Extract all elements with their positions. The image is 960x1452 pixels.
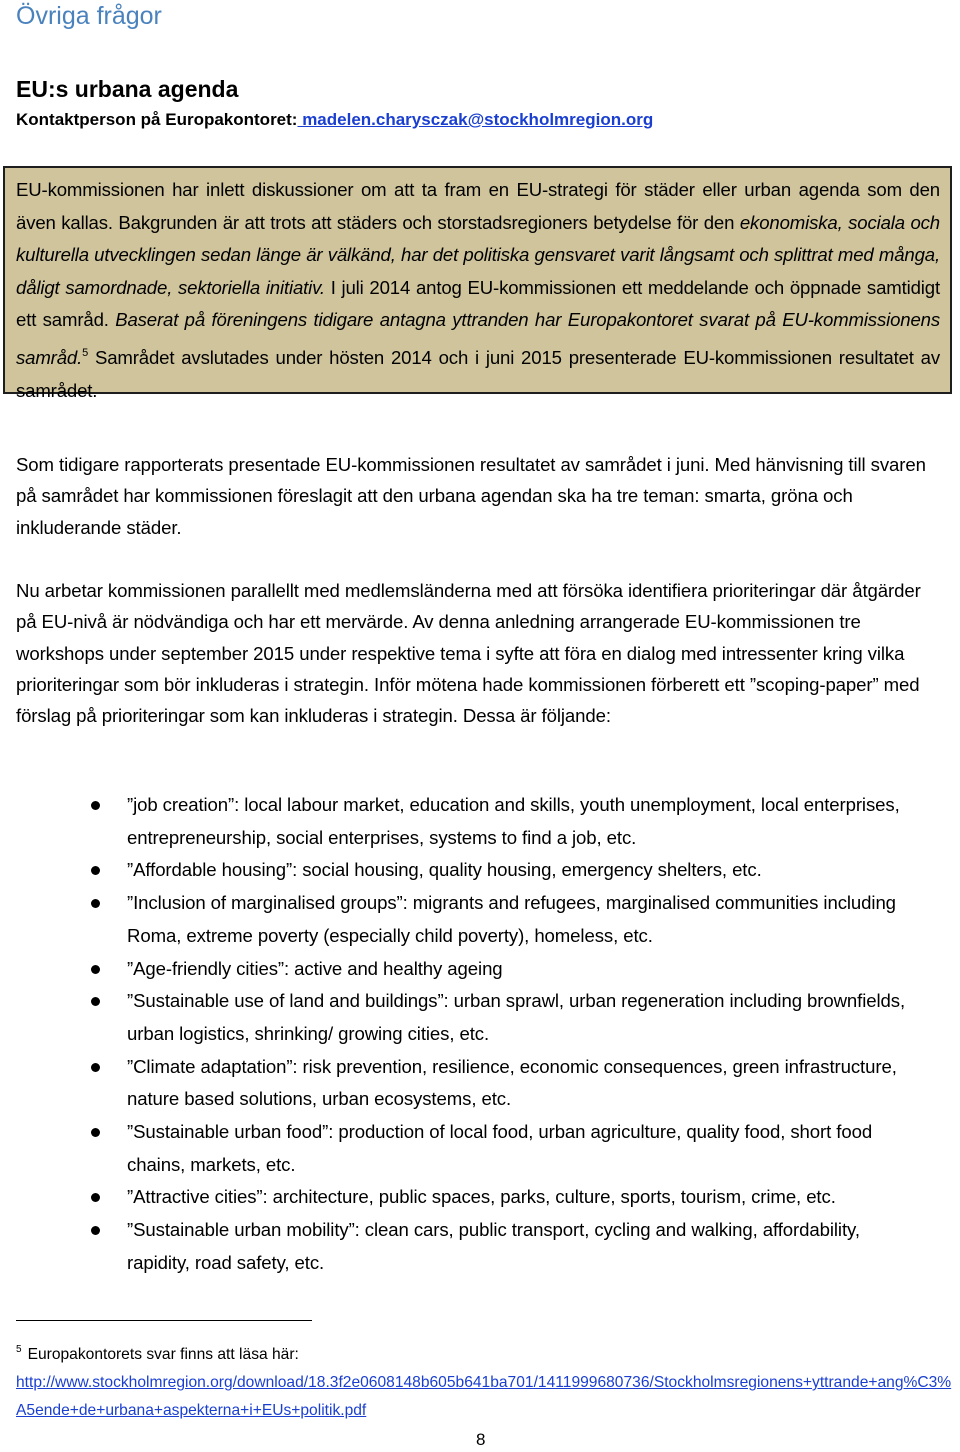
- list-item-text: ”Inclusion of marginalised groups”: migrants and refugees, marginalised communities including Roma, extreme poverty (especially child poverty), homeless, etc.: [127, 892, 896, 946]
- footnote-text: Europakontorets svar finns att läsa här:: [27, 1346, 299, 1363]
- footnote-ref[interactable]: 5: [82, 346, 89, 359]
- list-item: [0, 1214, 927, 1279]
- list-item: [0, 1116, 927, 1181]
- list-item: [0, 1181, 927, 1214]
- list-item-text: ”Attractive cities”: architecture, public spaces, parks, culture, sports, tourism, crime, etc.: [127, 1186, 836, 1208]
- list-item-text: ”job creation”: local labour market, education and skills, youth unemployment, local enterprises, entrepreneurship, social enterprises, systems to find a job, etc.: [127, 794, 900, 848]
- contact-label: Kontaktperson på Europakontoret:: [16, 110, 298, 129]
- list-item-text: ”Sustainable urban mobility”: clean cars, public transport, cycling and walking, affordability, rapidity, road safety, etc.: [127, 1219, 860, 1273]
- paragraph-workshops: Nu arbetar kommissionen parallellt med medlemsländerna med att försöka identifiera prioriteringar där åtgärder på EU-nivå är nödvändiga och har ett mervärde. Av denna anledning arrangerade EU-kommissionen tre workshops under september 2015 under respektive tema i syfte att föra en dialog med intressenter kring vilka prioriteringar som bör inkluderas i strategin. Inför mötena hade kommissionen förberett ett ”scoping-paper” med förslag på prioriteringar som kan inkluderas i strategin. Dessa är följande:: [16, 580, 921, 727]
- list-item: [0, 953, 927, 986]
- article-heading: EU:s urbana agenda: [16, 76, 239, 102]
- contact-email-link[interactable]: madelen.charysczak@stockholmregion.org: [297, 110, 654, 129]
- bullet-icon: [91, 1063, 100, 1072]
- footnote-link[interactable]: http://www.stockholmregion.org/download/18.3f2e0608148b605b641ba701/1411999680736/Stockholmsregionens+yttrande+ang%C3%A5ende+de+urbana+aspekterna+i+EUs+politik.pdf: [16, 1374, 952, 1419]
- list-item: [0, 985, 927, 1050]
- paragraph-results: Som tidigare rapporterats presentade EU-kommissionen resultatet av samrådet i juni. Med hänvisning till svaren på samrådet har kommissionen föreslagit att den urbana agendan ska ha tre teman: smarta, gröna och inkluderande städer.: [16, 454, 926, 538]
- page-number: 8: [476, 1430, 486, 1449]
- summary-part5: Samrådet avslutades under hösten 2014 och i juni 2015 presenterade EU-kommissionen resultatet av samrådet.: [16, 346, 940, 401]
- list-item-text: ”Sustainable urban food”: production of local food, urban agriculture, quality food, short food chains, markets, etc.: [127, 1121, 873, 1175]
- footnote: [16, 1336, 956, 1425]
- bullet-icon: [91, 801, 100, 810]
- contact-line: [16, 110, 653, 130]
- section-title: Övriga frågor: [16, 2, 162, 30]
- bullet-icon: [91, 899, 100, 908]
- list-item-text: ”Age-friendly cities”: active and healthy ageing: [127, 957, 503, 979]
- bullet-icon: [91, 1226, 100, 1235]
- bullet-icon: [91, 1193, 100, 1202]
- priority-list: [0, 789, 960, 1280]
- list-item: [0, 1051, 927, 1116]
- list-item: [0, 854, 927, 887]
- summary-text: [16, 174, 940, 407]
- bullet-icon: [91, 965, 100, 974]
- summary-part3: I juli 2014 antog EU-kommissionen ett meddelande och öppnade samtidigt ett samråd.: [16, 276, 940, 331]
- footnote-divider: [16, 1320, 312, 1321]
- bullet-icon: [91, 866, 100, 875]
- footnote-number: 5: [16, 1344, 22, 1355]
- list-item: [0, 789, 927, 854]
- bullet-icon: [91, 1128, 100, 1137]
- list-item-text: ”Climate adaptation”: risk prevention, resilience, economic consequences, green infrastructure, nature based solutions, urban ecosystems, etc.: [127, 1055, 897, 1110]
- summary-part4: Baserat på föreningens tidigare antagna yttranden har Europakontoret svarat på EU-kommissionens samråd.: [16, 309, 940, 368]
- summary-part1: EU-kommissionen har inlett diskussioner om att ta fram en EU-strategi för städer eller urban agenda som den även kallas. Bakgrunden är att trots att städers och storstadsregioners betydelse för den: [16, 179, 940, 233]
- list-item: [0, 887, 927, 952]
- summary-box: [3, 166, 952, 401]
- list-item-text: ”Affordable housing”: social housing, quality housing, emergency shelters, etc.: [127, 859, 762, 881]
- summary-part2: ekonomiska, sociala och kulturella utvecklingen sedan länge är välkänd, har det politiska gensvaret varit långsamt och splittrat med många, dåligt samordnade, sektoriella initiativ.: [16, 211, 940, 298]
- bullet-icon: [91, 997, 100, 1006]
- list-item-text: ”Sustainable use of land and buildings”: urban sprawl, urban regeneration including brownfields, urban logistics, shrinking/ growing cities, etc.: [127, 990, 906, 1044]
